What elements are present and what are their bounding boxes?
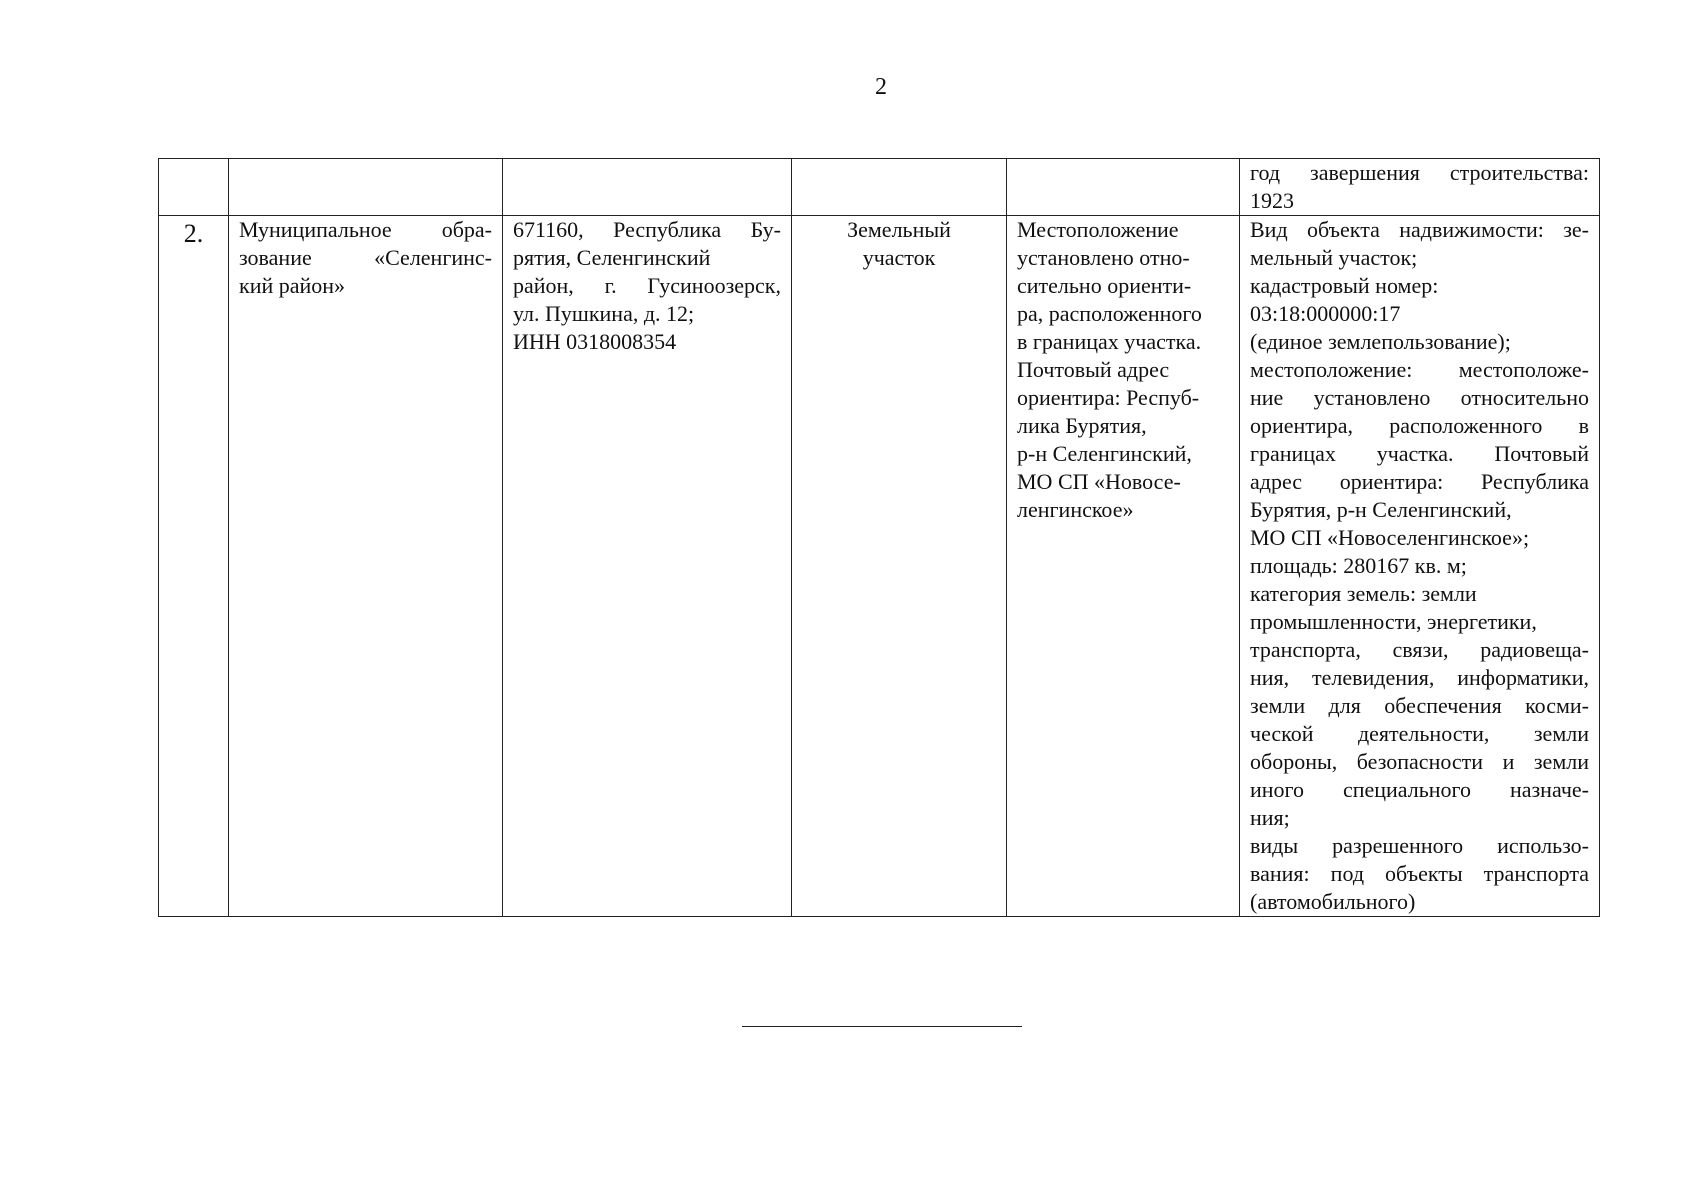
- text-line: район, г. Гусиноозерск,: [513, 273, 781, 298]
- text-line: ул. Пушкина, д. 12;: [513, 301, 695, 326]
- text-line: МО СП «Новосе-: [1017, 469, 1181, 494]
- text-line: Бурятия, р-н Селенгинский,: [1250, 497, 1512, 522]
- text-line: сительно ориенти-: [1017, 273, 1192, 298]
- page-number: 2: [875, 74, 887, 100]
- text-line: иного специального назначе-: [1250, 777, 1589, 802]
- cell-holder: [229, 216, 503, 917]
- text-line: рятия, Селенгинский: [513, 245, 711, 270]
- text-line: установлено отно-: [1017, 245, 1190, 270]
- text-line: обороны, безопасности и земли: [1250, 749, 1589, 774]
- text-line: категория земель: земли: [1250, 581, 1477, 606]
- cell-empty: [159, 159, 229, 216]
- text-line: земли для обеспечения косми-: [1250, 693, 1589, 718]
- text-line: ния, телевидения, информатики,: [1250, 665, 1589, 690]
- text-line: МО СП «Новоселенгинское»;: [1250, 525, 1530, 550]
- text-line: Земельный: [847, 217, 951, 242]
- text-line: ленгинское»: [1017, 497, 1134, 522]
- text-line: лика Бурятия,: [1017, 413, 1147, 438]
- cell-object-name: [792, 216, 1007, 917]
- text-line: границах участка. Почтовый: [1250, 441, 1589, 466]
- text-line: ния;: [1250, 805, 1290, 830]
- text-line: ИНН 0318008354: [513, 329, 677, 354]
- text-line: Почтовый адрес: [1017, 357, 1170, 382]
- text-line: 1923: [1250, 188, 1294, 213]
- footer-divider: [742, 1026, 1022, 1027]
- text-line: ориентира, расположенного в: [1250, 413, 1589, 438]
- text-line: р-н Селенгинский,: [1017, 441, 1192, 466]
- text-line: Местоположение: [1017, 217, 1179, 242]
- text-line: площадь: 280167 кв. м;: [1250, 553, 1467, 578]
- text-line: зование «Селенгинс-: [239, 245, 492, 270]
- cell-empty: [503, 159, 792, 216]
- text-line: год завершения строительства:: [1250, 160, 1589, 185]
- text-line: в границах участка.: [1017, 329, 1202, 354]
- text-line: местоположение: местоположе-: [1250, 357, 1589, 382]
- text-line: участок: [862, 245, 936, 270]
- text-line: кий район»: [239, 273, 346, 298]
- table-row: [159, 216, 1600, 917]
- text-line: (автомобильного): [1250, 889, 1416, 914]
- property-table: [158, 158, 1600, 917]
- cell-description-continuation: [1240, 159, 1600, 216]
- text-line: промышленности, энергетики,: [1250, 609, 1537, 634]
- cell-row-number: 2.: [159, 216, 229, 917]
- text-line: ние установлено относительно: [1250, 385, 1589, 410]
- text-line: Вид объекта надвижимости: зе-: [1250, 217, 1589, 242]
- cell-empty: [1007, 159, 1240, 216]
- cell-description: [1240, 216, 1600, 917]
- text-line: ческой деятельности, земли: [1250, 721, 1589, 746]
- table-row-continuation: [159, 159, 1600, 216]
- text-line: ориентира: Респуб-: [1017, 385, 1200, 410]
- cell-location: [1007, 216, 1240, 917]
- text-line: виды разрешенного использо-: [1250, 833, 1589, 858]
- cell-empty: [229, 159, 503, 216]
- text-line: кадастровый номер:: [1250, 273, 1439, 298]
- text-line: адрес ориентира: Республика: [1250, 469, 1589, 494]
- text-line: (единое землепользование);: [1250, 329, 1511, 354]
- text-line: мельный участок;: [1250, 245, 1418, 270]
- text-line: 03:18:000000:17: [1250, 301, 1401, 326]
- text-line: Муниципальное обра-: [239, 217, 492, 242]
- text-line: вания: под объекты транспорта: [1250, 861, 1589, 886]
- text-line: ра, расположенного: [1017, 301, 1202, 326]
- text-line: транспорта, связи, радиовеща-: [1250, 637, 1589, 662]
- text-line: 671160, Республика Бу-: [513, 217, 781, 242]
- cell-empty: [792, 159, 1007, 216]
- cell-address: [503, 216, 792, 917]
